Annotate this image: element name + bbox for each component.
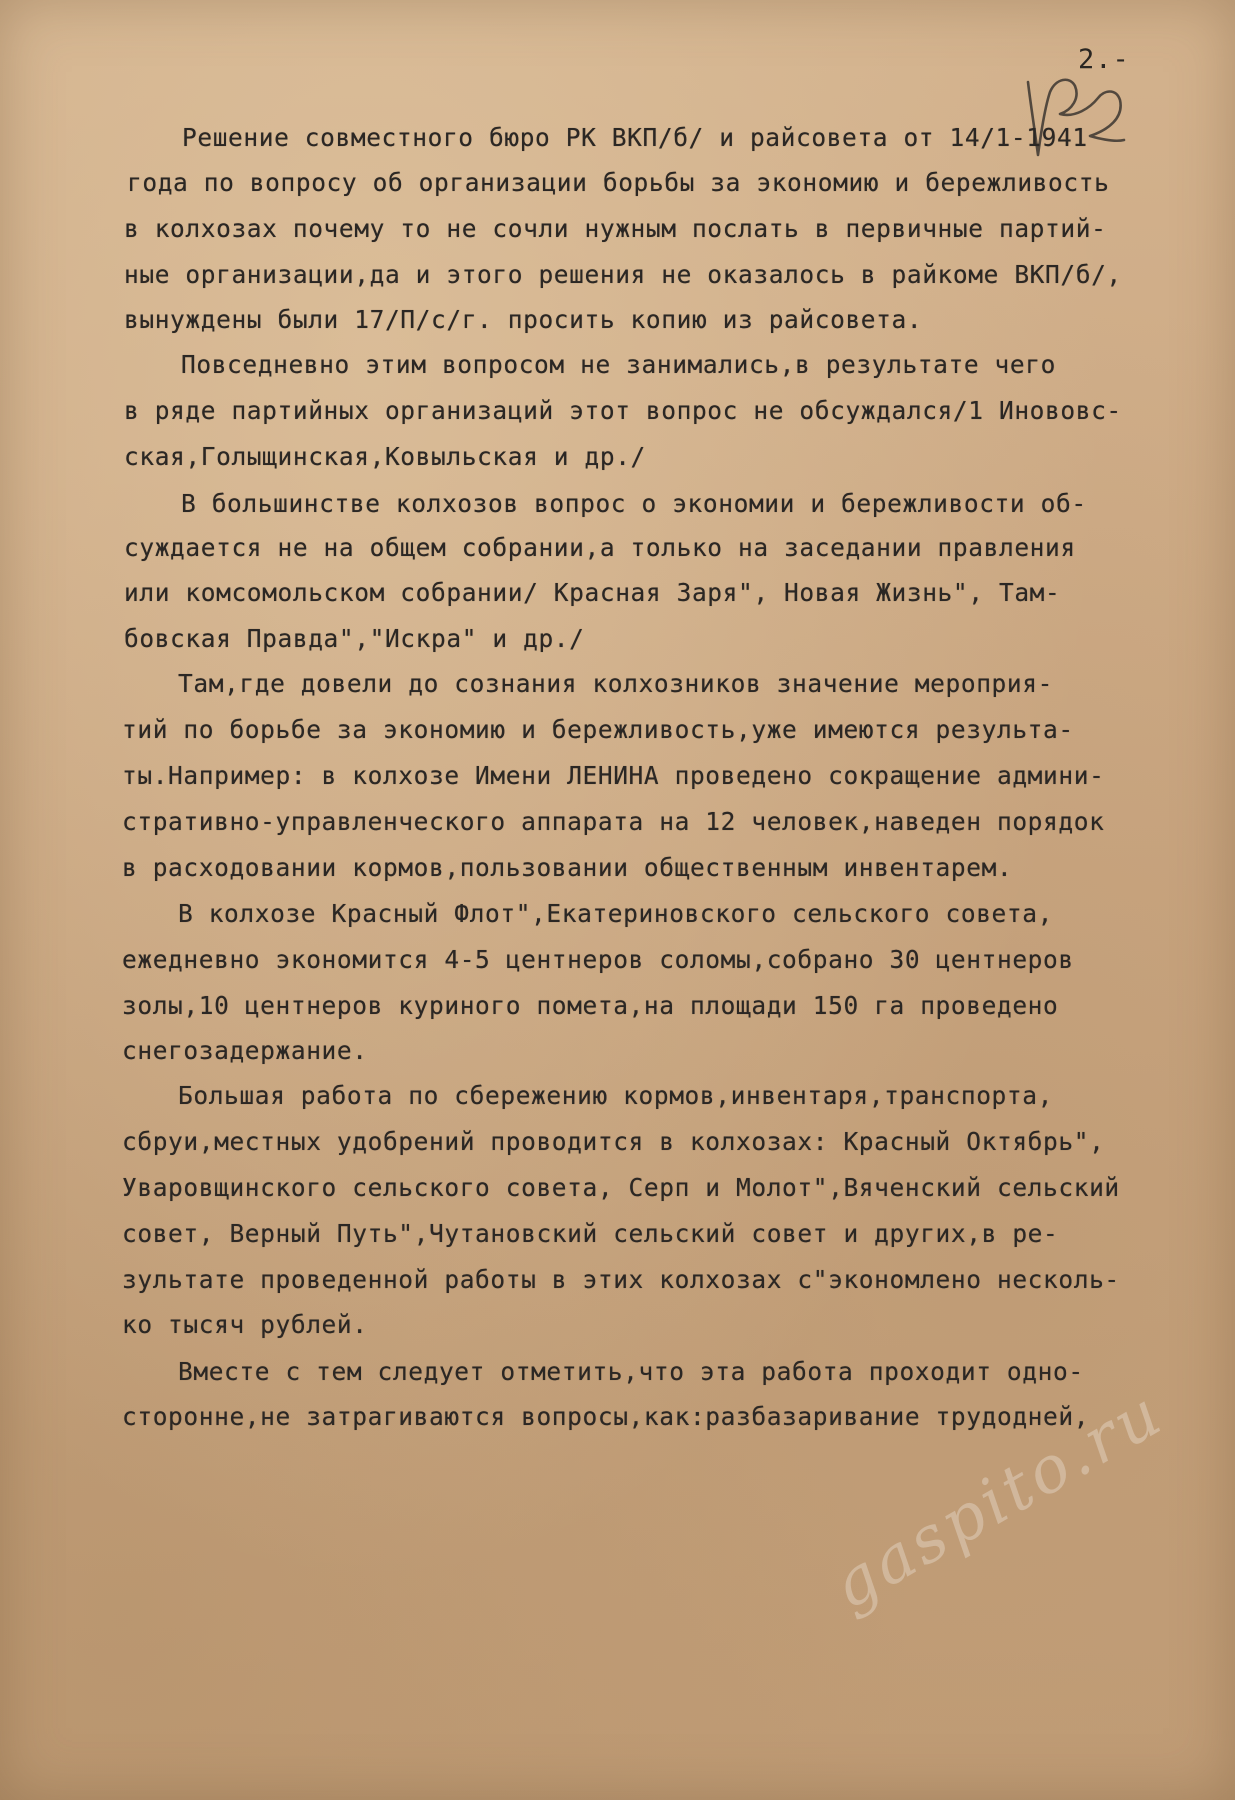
text-line: золы,10 центнеров куриного помета,на площади 150 га проведено	[122, 991, 1059, 1020]
text-line: ская,Голыщинская,Ковыльская и др./	[124, 442, 646, 471]
text-line: ежедневно экономится 4-5 центнеров соломы,собрано 30 центнеров	[122, 945, 1074, 974]
text-line: бовская Правда","Искра" и др./	[124, 624, 585, 653]
text-line: Повседневно этим вопросом не занимались,в результате чего	[181, 350, 1056, 379]
text-line: тий по борьбе за экономию и бережливость,уже имеются результа-	[122, 715, 1074, 744]
text-line: или комсомольском собрании/ Красная Заря", Новая Жизнь", Там-	[124, 578, 1061, 607]
text-line: Вместе с тем следует отметить,что эта работа проходит одно-	[178, 1357, 1084, 1386]
text-line: ные организации,да и этого решения не оказалось в райкоме ВКП/б/,	[124, 260, 1122, 289]
text-line: ты.Например: в колхозе Имени ЛЕНИНА проведено сокращение админи-	[122, 761, 1105, 790]
text-line: ко тысяч рублей.	[122, 1310, 368, 1339]
text-line: Решение совместного бюро РК ВКП/б/ и райсовета от 14/1-1941	[182, 123, 1088, 152]
text-line: в ряде партийных организаций этот вопрос не обсуждался/1 Инововс-	[124, 396, 1122, 425]
text-line: сбруи,местных удобрений проводится в колхозах: Красный Октябрь",	[122, 1127, 1105, 1156]
text-line: стративно-управленческого аппарата на 12 человек,наведен порядок	[122, 807, 1105, 836]
text-line: в колхозах почему то не сочли нужным послать в первичные партий-	[124, 214, 1107, 243]
text-line: В колхозе Красный Флот",Екатериновского сельского совета,	[178, 899, 1053, 928]
text-line: сторонне,не затрагиваются вопросы,как:разбазаривание трудодней,	[122, 1402, 1090, 1431]
page-number: 2.-	[1078, 44, 1130, 75]
text-line: В большинстве колхозов вопрос о экономии и бережливости об-	[181, 489, 1087, 518]
watermark: gaspito.ru	[820, 1375, 1177, 1625]
text-line: суждается не на общем собрании,а только на заседании правления	[124, 533, 1076, 562]
text-line: Там,где довели до сознания колхозников значение мероприя-	[178, 669, 1053, 698]
text-line: Уваровщинского сельского совета, Серп и Молот",Вяченский сельский	[122, 1173, 1120, 1202]
text-line: совет, Верный Путь",Чутановский сельский совет и других,в ре-	[122, 1219, 1059, 1248]
text-line: года по вопросу об организации борьбы за экономию и бережливость	[127, 168, 1110, 197]
text-line: вынуждены были 17/П/с/г. просить копию из райсовета.	[124, 305, 923, 334]
text-line: в расходовании кормов,пользовании общественным инвентарем.	[122, 853, 1013, 882]
text-line: зультате проведенной работы в этих колхозах с"экономлено несколь-	[122, 1265, 1120, 1294]
text-line: Большая работа по сбережению кормов,инвентаря,транспорта,	[178, 1081, 1053, 1110]
text-line: снегозадержание.	[122, 1036, 368, 1065]
